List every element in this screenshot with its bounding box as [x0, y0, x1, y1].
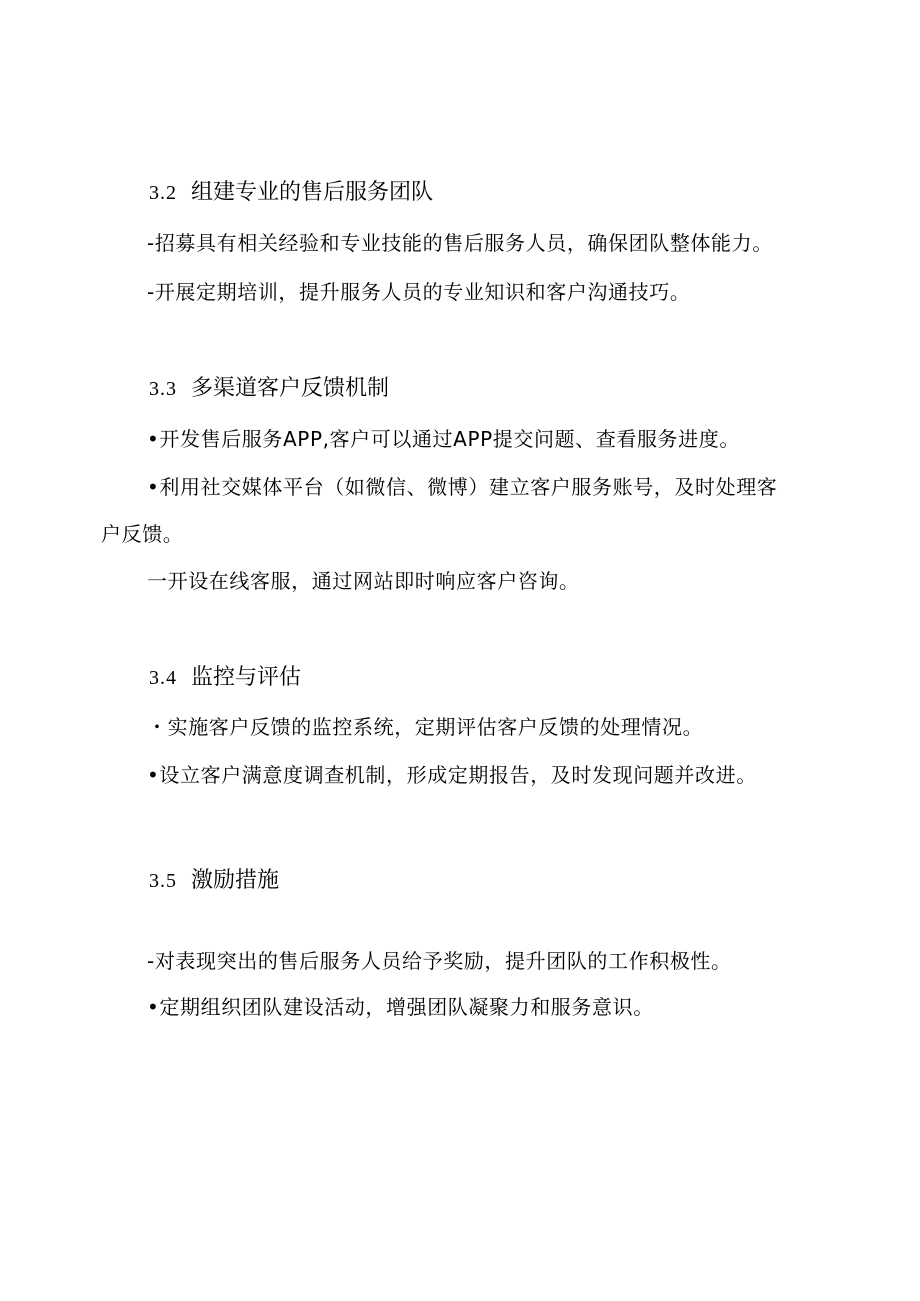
section-number: 3.5	[149, 870, 177, 892]
paragraph-line: 一开设在线客服，通过网站即时响应客户咨询。	[147, 569, 580, 593]
paragraph-line: •定期组织团队建设活动，增强团队凝聚力和服务意识。	[147, 995, 654, 1019]
paragraph-line: •利用社交媒体平台（如微信、微博）建立客户服务账号，及时处理客	[147, 475, 778, 499]
section-heading	[149, 865, 279, 897]
section-title: 监控与评估	[191, 665, 302, 690]
paragraph-line: •设立客户满意度调查机制，形成定期报告，及时发现问题并改进。	[147, 763, 757, 787]
paragraph-line: -招募具有相关经验和专业技能的售后服务人员，确保团队整体能力。	[147, 231, 773, 255]
section-number: 3.2	[149, 182, 177, 204]
paragraph-line: ・实施客户反馈的监控系统，定期评估客户反馈的处理情况。	[147, 715, 704, 739]
section-heading	[149, 373, 389, 405]
section-title: 多渠道客户反馈机制	[191, 376, 390, 401]
section-title: 激励措施	[191, 868, 280, 893]
section-title: 组建专业的售后服务团队	[191, 180, 434, 205]
section-heading	[149, 177, 433, 209]
section-heading	[149, 662, 301, 694]
paragraph-line: -开展定期培训，提升服务人员的专业知识和客户沟通技巧。	[147, 280, 691, 304]
section-number: 3.4	[149, 667, 177, 689]
paragraph-line: 户反馈。	[101, 522, 184, 546]
paragraph-line: •开发售后服务APP,客户可以通过APP提交问题、查看服务进度。	[147, 427, 740, 451]
section-number: 3.3	[149, 378, 177, 400]
paragraph-line: -对表现突出的售后服务人员给予奖励，提升团队的工作积极性。	[147, 949, 732, 973]
